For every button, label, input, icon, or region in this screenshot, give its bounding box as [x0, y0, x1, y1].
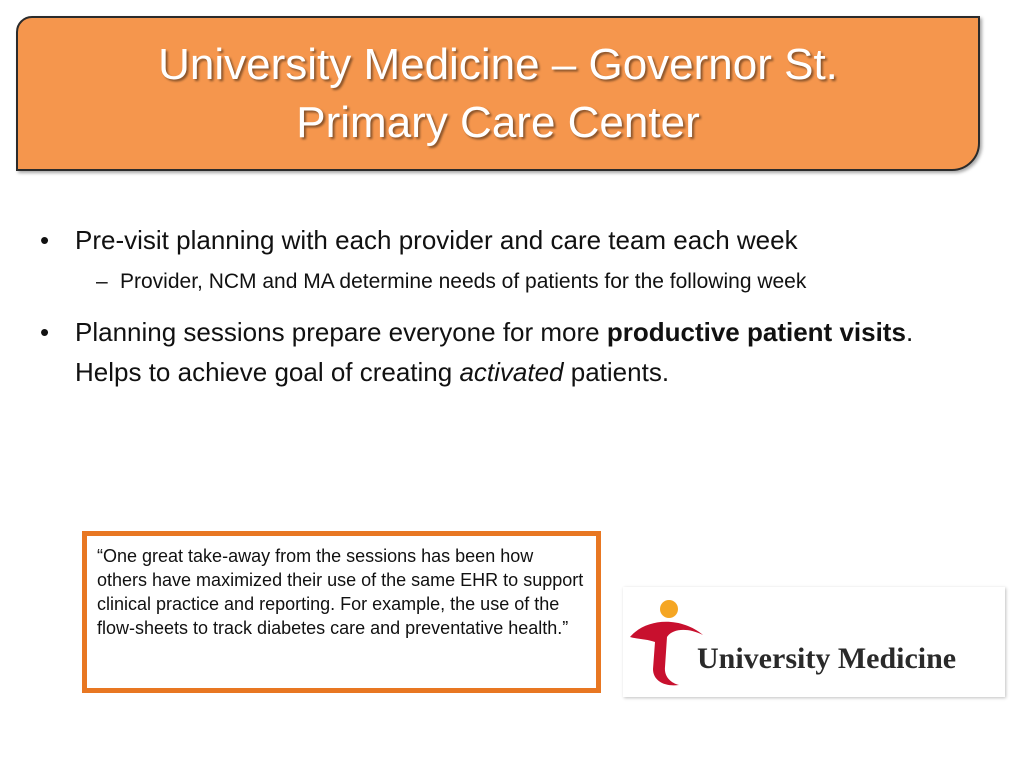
slide-content [40, 220, 940, 392]
bullet-text-part-3: patients. [563, 357, 670, 387]
bullet-text-bold: productive patient visits [606, 317, 906, 347]
title-banner [16, 16, 980, 171]
bullet-text: Pre-visit planning with each provider and care team each week [75, 225, 798, 255]
logo-swoosh-icon [630, 622, 703, 686]
title-line-1: University Medicine – Governor St. [158, 39, 838, 89]
logo-mark-icon [627, 597, 707, 692]
bullet-text-part-1: Planning sessions prepare everyone for more [75, 317, 607, 347]
sub-bullet-provider-needs [40, 266, 910, 298]
bullet-marker: • [40, 317, 50, 347]
bullet-text-italic: activated [459, 357, 564, 387]
quote-text: “One great take-away from the sessions has been how others have maximized their use of the same EHR to support clinical practice and reporting. For example, the use of the flow-sheets to track diabetes care and preventative health.” [97, 546, 584, 638]
bullet-text-part-2: . Helps to achieve goal of creating [75, 317, 914, 387]
bullet-planning-sessions [40, 312, 940, 392]
sub-bullet-text: Provider, NCM and MA determine needs of patients for the following week [120, 270, 807, 293]
university-medicine-logo [623, 587, 1005, 697]
bullet-marker: • [40, 225, 50, 255]
sub-bullet-marker: – [96, 270, 108, 293]
title-line-2: Primary Care Center [296, 97, 700, 147]
bullet-pre-visit-planning [40, 220, 940, 260]
logo-dot-icon [660, 600, 678, 618]
logo-text: University Medicine [697, 642, 957, 675]
quote-box [82, 531, 601, 693]
